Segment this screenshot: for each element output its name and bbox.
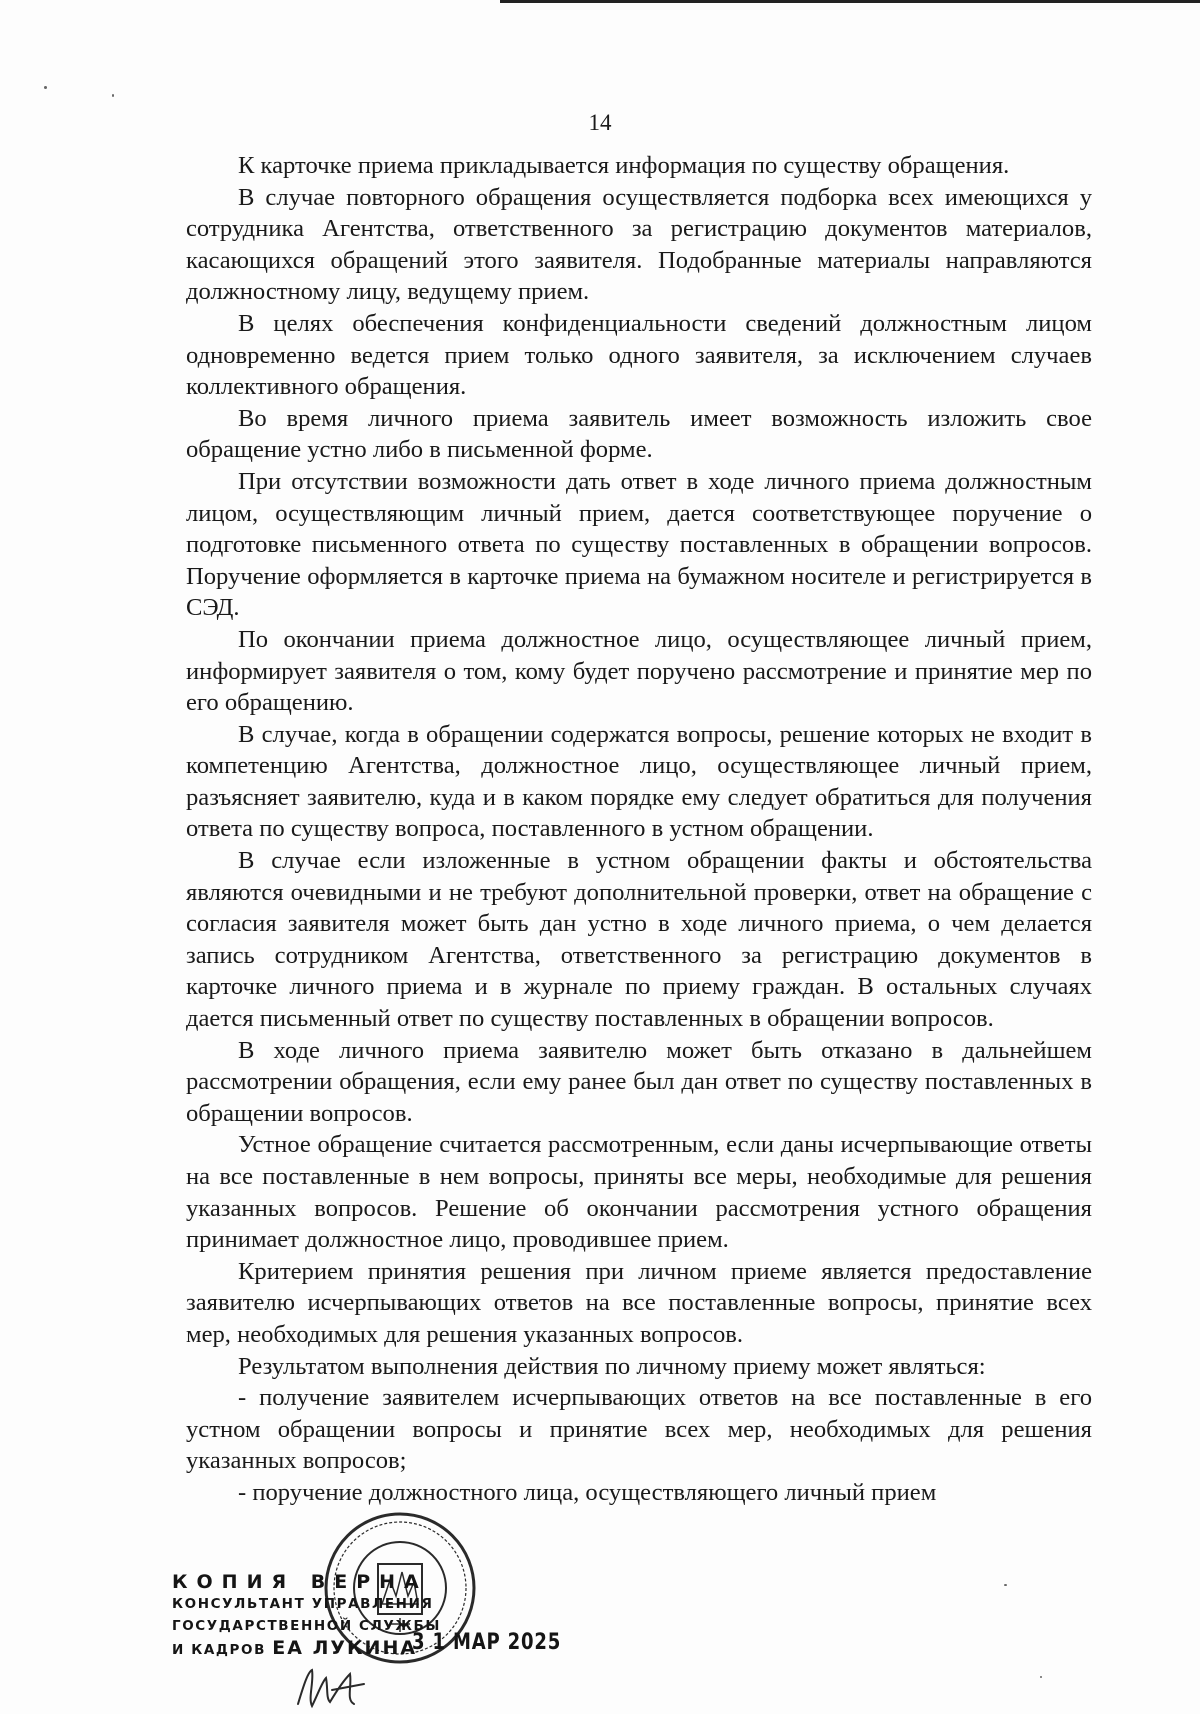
scan-speck — [112, 94, 114, 97]
paragraph: Критерием принятия решения при личном приеме является предоставление заявителю исчерпывающих ответов на все поставленные вопросы, принятие всех мер, необходимых для решения указанных вопросов. — [186, 1257, 1092, 1348]
list-item: - получение заявителем исчерпывающих ответов на все поставленные в его устном обращении вопросы и принятие всех мер, необходимых для решения указанных вопросов; — [186, 1384, 1092, 1475]
list-item: - поручение должностного лица, осуществляющего личный прием — [238, 1478, 937, 1506]
scan-speck — [1040, 1676, 1042, 1678]
page-number: 14 — [588, 110, 612, 135]
stamp-signer-name: ЕА ЛУКИНА — [272, 1637, 418, 1659]
paragraph: В случае, когда в обращении содержатся вопросы, решение которых не входит в компетенцию Агентства, должностное лицо, осуществляющее личный прием, разъясняет заявителю, куда и в каком порядке ему следует обратиться для получения ответа по существу вопроса, поставленного в устном обращении. — [186, 720, 1092, 843]
certification-stamp — [172, 1571, 441, 1661]
stamp-name-line — [172, 1637, 441, 1661]
document-body — [186, 150, 1092, 1509]
handwritten-signature-icon — [292, 1664, 372, 1712]
stamp-position-line: КОНСУЛЬТАНТ УПРАВЛЕНИЯ — [172, 1596, 434, 1612]
paragraph: В ходе личного приема заявителю может быть отказано в дальнейшем рассмотрении обращения, если ему ранее был дан ответ по существу поставленных в обращении вопросов. — [186, 1036, 1092, 1127]
paragraph: В целях обеспечения конфиденциальности сведений должностным лицом одновременно ведется прием только одного заявителя, за исключением случаев коллективного обращения. — [186, 309, 1092, 401]
paragraph: В случае повторного обращения осуществляется подборка всех имеющихся у сотрудника Агентства, ответственного за регистрацию документов материалов, касающихся обращений этого заявителя. Подобранные материалы направляются должностному лицу, ведущему прием. — [186, 183, 1092, 306]
paragraph: Результатом выполнения действия по личному приему может являться: — [238, 1352, 986, 1380]
scan-speck — [1004, 1584, 1007, 1586]
scan-edge-line — [500, 0, 1200, 3]
stamp-department-line: ГОСУДАРСТВЕННОЙ СЛУЖБЫ — [172, 1618, 441, 1634]
stamp-copy-true: КОПИЯ ВЕРНА — [172, 1571, 428, 1593]
paragraph: По окончании приема должностное лицо, осуществляющее личный прием, информирует заявителя о том, кому будет поручено рассмотрение и принятие мер по его обращению. — [186, 625, 1092, 717]
paragraph: При отсутствии возможности дать ответ в ходе личного приема должностным лицом, осуществляющим личный прием, дается соответствующее поручение о подготовке письменного ответа по существу поставленных в обращении вопросов. Поручение оформляется в карточке приема на бумажном носителе и регистрируется в СЭД. — [186, 467, 1092, 622]
paragraph: В случае если изложенные в устном обращении факты и обстоятельства являются очевидными и не требуют дополнительной проверки, ответ на обращение с согласия заявителя может быть дан устно в ходе личного приема, о чем делается запись сотрудником Агентства, ответственного за регистрацию документов в карточке личного приема и в журнале по приему граждан. В остальных случаях дается письменный ответ по существу поставленных в обращении вопросов. — [186, 847, 1092, 1033]
paragraph: Устное обращение считается рассмотренным, если даны исчерпывающие ответы на все поставленные в нем вопросы, приняты все меры, необходимые для решения указанных вопросов. Решение об окончании рассмотрения устного обращения принимает должностное лицо, проводившее прием. — [186, 1131, 1092, 1254]
stamp-kadrov: И КАДРОВ — [172, 1642, 266, 1658]
paragraph: Во время личного приема заявитель имеет возможность изложить свое обращение устно либо в письменной форме. — [186, 404, 1092, 464]
date-stamp: 3 1 МАР 2025 — [412, 1630, 562, 1655]
scan-speck — [44, 86, 47, 89]
paragraph: К карточке приема прикладывается информация по существу обращения. — [238, 152, 1010, 179]
